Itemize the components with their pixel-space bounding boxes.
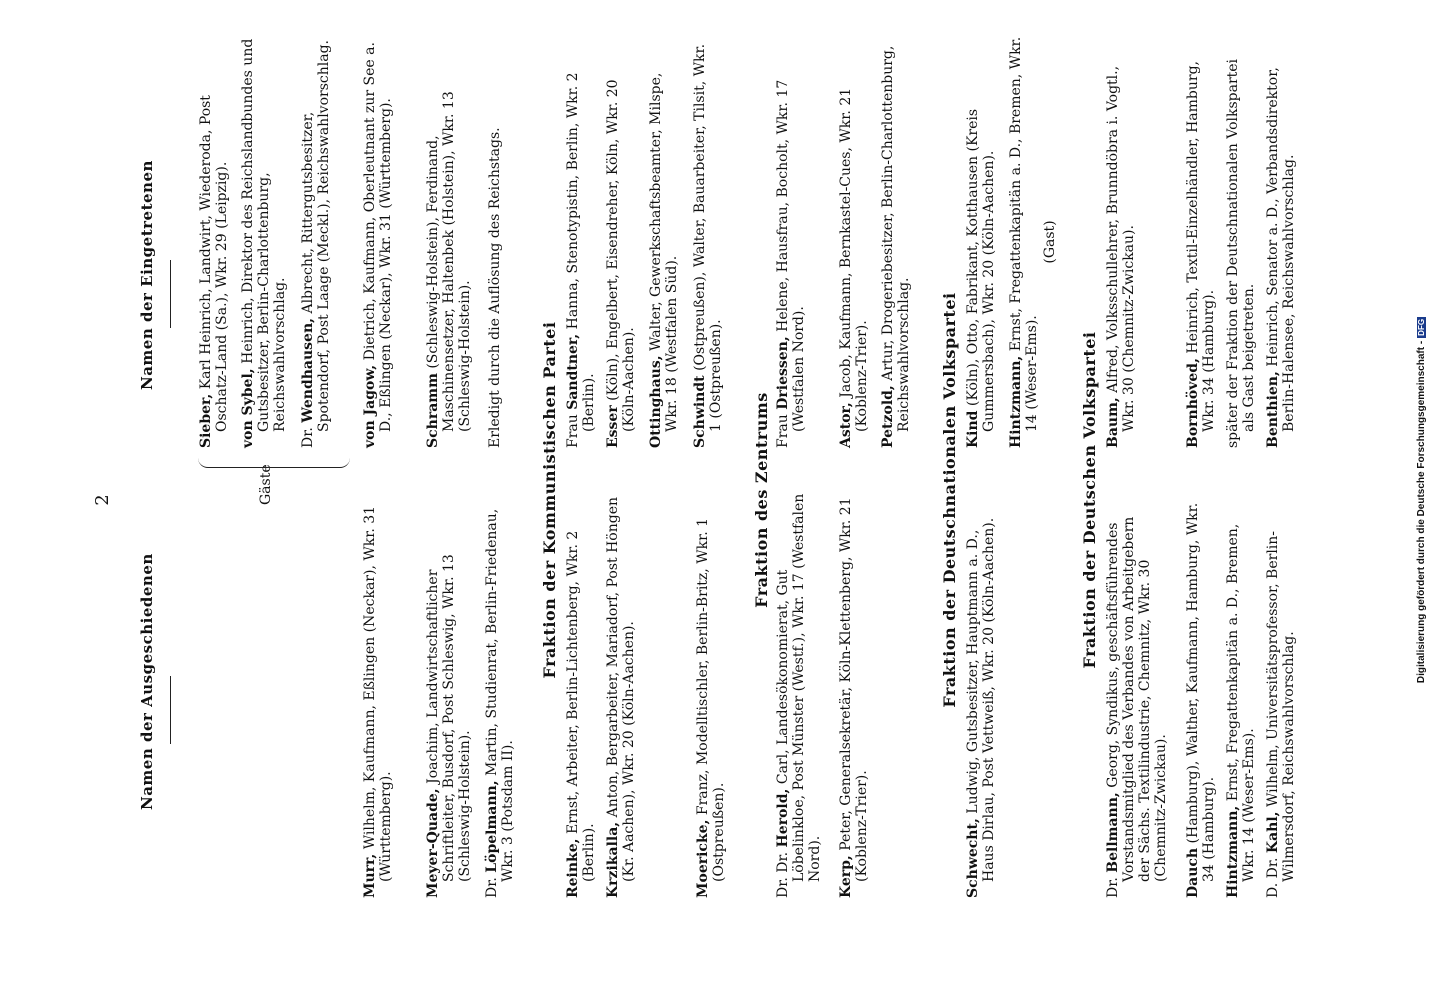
entry-text: Ernst, Arbeiter, Berlin-Lichtenberg, Wkr. 2 (Berlin).: [565, 530, 597, 882]
entry-name: Reinke,: [565, 838, 581, 898]
entry-kerp: [838, 490, 870, 898]
entry-von-sybel: [240, 36, 288, 448]
entry-prefix: Dr.: [1105, 872, 1121, 898]
entry-text: (Köln), Engelbert, Eisendreher, Köln, Wkr. 20 (Köln-Aachen).: [605, 79, 637, 432]
entry-name: Dauch: [1185, 847, 1201, 898]
entry-hintzmann-dvp: [1225, 490, 1257, 898]
entry-text: Heinrich, Direktor des Reichslandbundes und Gutsbesitzer, Berlin-Charlottenburg, Reichswahlvorschlag.: [240, 38, 288, 432]
entry-text: Ludwig, Gutsbesitzer, Hauptmann a. D., Haus Dirlau, Post Vettweiß, Wkr. 20 (Köln-Aachen).: [965, 517, 997, 882]
entry-text: Erledigt durch die Auflösung des Reichstags.: [487, 127, 503, 448]
entry-text: Anton, Bergarbeiter, Mariadorf, Post Höngen (Kr. Aachen), Wkr. 20 (Köln-Aachen).: [605, 496, 637, 882]
entry-text: Wilhelm, Universitätsprofessor, Berlin-Wilmersdorf, Reichswahlvorschlag.: [1265, 530, 1297, 882]
faction-title-dnvp: Fraktion der Deutschnationalen Volkspartei: [940, 292, 959, 708]
entry-text: Ernst, Fregattenkapitän a. D., Bremen, Wkr. 14 (Weser-Ems).: [1225, 523, 1257, 882]
entry-text: (Köln), Otto, Fabrikant, Kotthausen (Kreis Gummersbach), Wkr. 20 (Köln-Aachen).: [965, 108, 997, 432]
entry-name: Hintzmann,: [1008, 355, 1024, 448]
entry-text: Helene, Hausfrau, Bocholt, Wkr. 17 (Westfalen Nord).: [775, 79, 807, 432]
gaeste-label: Gäste: [258, 464, 274, 505]
entry-schwindt: [692, 36, 724, 448]
page-number: 2: [92, 494, 113, 506]
entry-driessen: [775, 36, 807, 448]
entry-prefix: Dr.: [484, 872, 500, 898]
entry-ottinghaus: [648, 36, 680, 448]
entry-hintzmann-dnvp: [1008, 36, 1040, 448]
faction-title-kpd: Fraktion der Kommunistischen Partei: [540, 321, 559, 679]
entry-esser: [605, 36, 637, 448]
column-header-entered: Namen der Eingetretenen: [138, 160, 156, 390]
entry-moericke: [695, 490, 727, 898]
entry-sieber: [198, 36, 230, 448]
entry-loepelmann: [484, 490, 516, 898]
entry-name: Herold,: [775, 788, 791, 848]
header-rule-left: [170, 676, 171, 744]
entry-name: Bellmann,: [1105, 792, 1121, 873]
entry-wendhausen: [300, 36, 332, 448]
entry-name: Bornhöved,: [1185, 358, 1201, 448]
entry-text: Ernst, Fregattenkapitän a. D., Bremen, Wkr. 14 (Weser-Ems).: [1008, 36, 1040, 432]
entry-name: Moericke,: [695, 819, 711, 898]
entry-prefix: Frau: [565, 409, 581, 448]
entry-name: Löpelmann,: [484, 780, 500, 873]
digitization-credit: [1416, 0, 1427, 1000]
entry-name: Ottinghaus,: [648, 355, 664, 448]
entry-erledigt: [487, 36, 503, 448]
gast-note: (Gast): [1042, 220, 1058, 264]
entry-astor: [838, 36, 870, 448]
entry-text: (Hamburg), Walther, Kaufmann, Hamburg, Wkr. 34 (Hamburg).: [1185, 502, 1217, 882]
entry-meyer-quade: [425, 490, 473, 898]
gaeste-brace: [198, 453, 350, 468]
entry-sandtner: [565, 36, 597, 448]
dfg-logo: DFG: [1417, 318, 1426, 336]
entry-text: Dietrich, Kaufmann, Oberleutnant zur See a. D., Eßlingen (Neckar), Wkr. 31 (Württemberg).: [362, 42, 394, 432]
entry-name: Astor,: [838, 402, 854, 448]
entry-name: Petzold,: [880, 385, 896, 448]
entry-name: Kahl,: [1265, 811, 1281, 854]
entry-text: Jacob, Kaufmann, Bernkastel-Cues, Wkr. 21 (Koblenz-Trier).: [838, 87, 870, 432]
entry-name: Hintzmann,: [1225, 805, 1241, 898]
entry-text: Peter, Generalsekretär, Köln-Klettenberg, Wkr. 21 (Koblenz-Trier).: [838, 497, 870, 882]
entry-bornhoeved: [1185, 36, 1217, 448]
entry-text: Heinrich, Senator a. D., Verbandsdirektor, Berlin-Halensee, Reichswahlvorschlag.: [1265, 67, 1297, 432]
entry-dauch: [1185, 490, 1217, 898]
entry-prefix: Frau: [775, 409, 791, 448]
entry-krzikalla: [605, 490, 637, 898]
entry-prefix: Dr.: [300, 422, 316, 448]
credit-text: Digitalisierung gefördert durch die Deutsche Forschungsgemeinschaft -: [1416, 340, 1427, 684]
entry-name: Driessen,: [775, 336, 791, 410]
header-rule-right: [170, 260, 171, 328]
entry-text: Artur, Drogeriebesitzer, Berlin-Charlottenburg, Reichswahlvorschlag.: [880, 45, 912, 432]
entry-name: Esser: [605, 405, 621, 448]
entry-prefix: Dr. Dr.: [775, 847, 791, 898]
entry-schwecht: [965, 490, 997, 898]
entry-name: Sieber,: [198, 393, 214, 448]
entry-name: Meyer-Quade,: [425, 788, 441, 898]
entry-kind: [965, 36, 997, 448]
entry-name: Murr,: [362, 853, 378, 898]
entry-kahl: [1265, 490, 1297, 898]
faction-title-zentrum: Fraktion des Zentrums: [752, 392, 771, 608]
entry-spaeter-note: [1225, 36, 1257, 448]
entry-text: Franz, Modelltischler, Berlin-Britz, Wkr. 1 (Ostpreußen).: [695, 517, 727, 882]
entry-petzold: [880, 36, 912, 448]
entry-name: Benthien,: [1265, 371, 1281, 448]
entry-name: Krzikalla,: [605, 821, 621, 898]
entry-baum: [1105, 36, 1137, 448]
entry-text: Hanna, Stenotypistin, Berlin, Wkr. 2 (Berlin).: [565, 72, 597, 432]
entry-name: Schramm: [425, 373, 441, 448]
entry-text: später der Fraktion der Deutschnationalen Volkspartei als Gast beigetreten.: [1225, 58, 1257, 448]
entry-name: Kerp,: [838, 855, 854, 898]
entry-schramm: [425, 36, 473, 448]
entry-murr: [362, 490, 394, 898]
entry-benthien: [1265, 36, 1297, 448]
entry-text: Wilhelm, Kaufmann, Eßlingen (Neckar), Wkr. 31 (Württemberg).: [362, 505, 394, 882]
entry-text: (Ostpreußen), Walter, Bauarbeiter, Tilsit, Wkr. 1 (Ostpreußen).: [692, 43, 724, 432]
entry-text: Karl Heinrich, Landwirt, Wiederoda, Post Oschatz-Land (Sa.), Wkr. 29 (Leipzig).: [198, 95, 230, 432]
entry-prefix: D. Dr.: [1265, 853, 1281, 898]
entry-text: Alfred, Volksschullehrer, Brunndöbra i. Vogtl., Wkr. 30 (Chemnitz-Zwickau).: [1105, 65, 1137, 432]
entry-name: Schwecht,: [965, 818, 981, 898]
entry-name: Sandtner,: [565, 333, 581, 410]
entry-name: von Jagow,: [362, 364, 378, 448]
entry-text: (Schleswig-Holstein), Ferdinand, Maschinensetzer, Haltenbek (Holstein), Wkr. 13 (Schleswig-Holstein).: [425, 91, 473, 432]
entry-name: Wendhausen,: [300, 317, 316, 423]
entry-reinke: [565, 490, 597, 898]
entry-text: Walter, Gewerkschaftsbeamter, Milspe, Wkr. 18 (Westfalen Süd).: [648, 72, 680, 432]
entry-text: Martin, Studienrat, Berlin-Friedenau, Wkr. 3 (Potsdam II).: [484, 508, 516, 882]
entry-text: Albrecht, Rittergutsbesitzer, Spotendorf, Post Laage (Meckl.), Reichswahlvorschlag.: [300, 40, 332, 432]
entry-von-jagow: [362, 36, 394, 448]
column-header-departed: Namen der Ausgeschiedenen: [138, 553, 156, 810]
entry-name: Kind: [965, 410, 981, 448]
entry-text: Heinrich, Textil-Einzelhändler, Hamburg, Wkr. 34 (Hamburg).: [1185, 61, 1217, 432]
entry-text: Joachim, Landwirtschaftlicher Schriftleiter, Busdorf, Post Schleswig, Wkr. 13 (Schleswig-Holstein).: [425, 554, 473, 882]
entry-text: Carl, Landesökonomierat, Gut Löbelinkloe, Post Münster (Westf.), Wkr. 17 (Westfalen Nord).: [775, 493, 823, 882]
entry-name: Baum,: [1105, 397, 1121, 448]
entry-name: von Sybel,: [240, 368, 256, 448]
entry-name: Schwindt: [692, 375, 708, 448]
faction-title-dvp: Fraktion der Deutschen Volkspartei: [1080, 331, 1099, 669]
entry-bellmann: [1105, 490, 1169, 898]
entry-herold: [775, 490, 823, 898]
entry-text: Georg, Syndikus, geschäftsführendes Vorstandsmitglied des Verbandes von Arbeitgebern der Sächs. Textilindustrie, Chemnitz, Wkr. 30 (Chemnitz-Zwickau).: [1105, 516, 1169, 882]
